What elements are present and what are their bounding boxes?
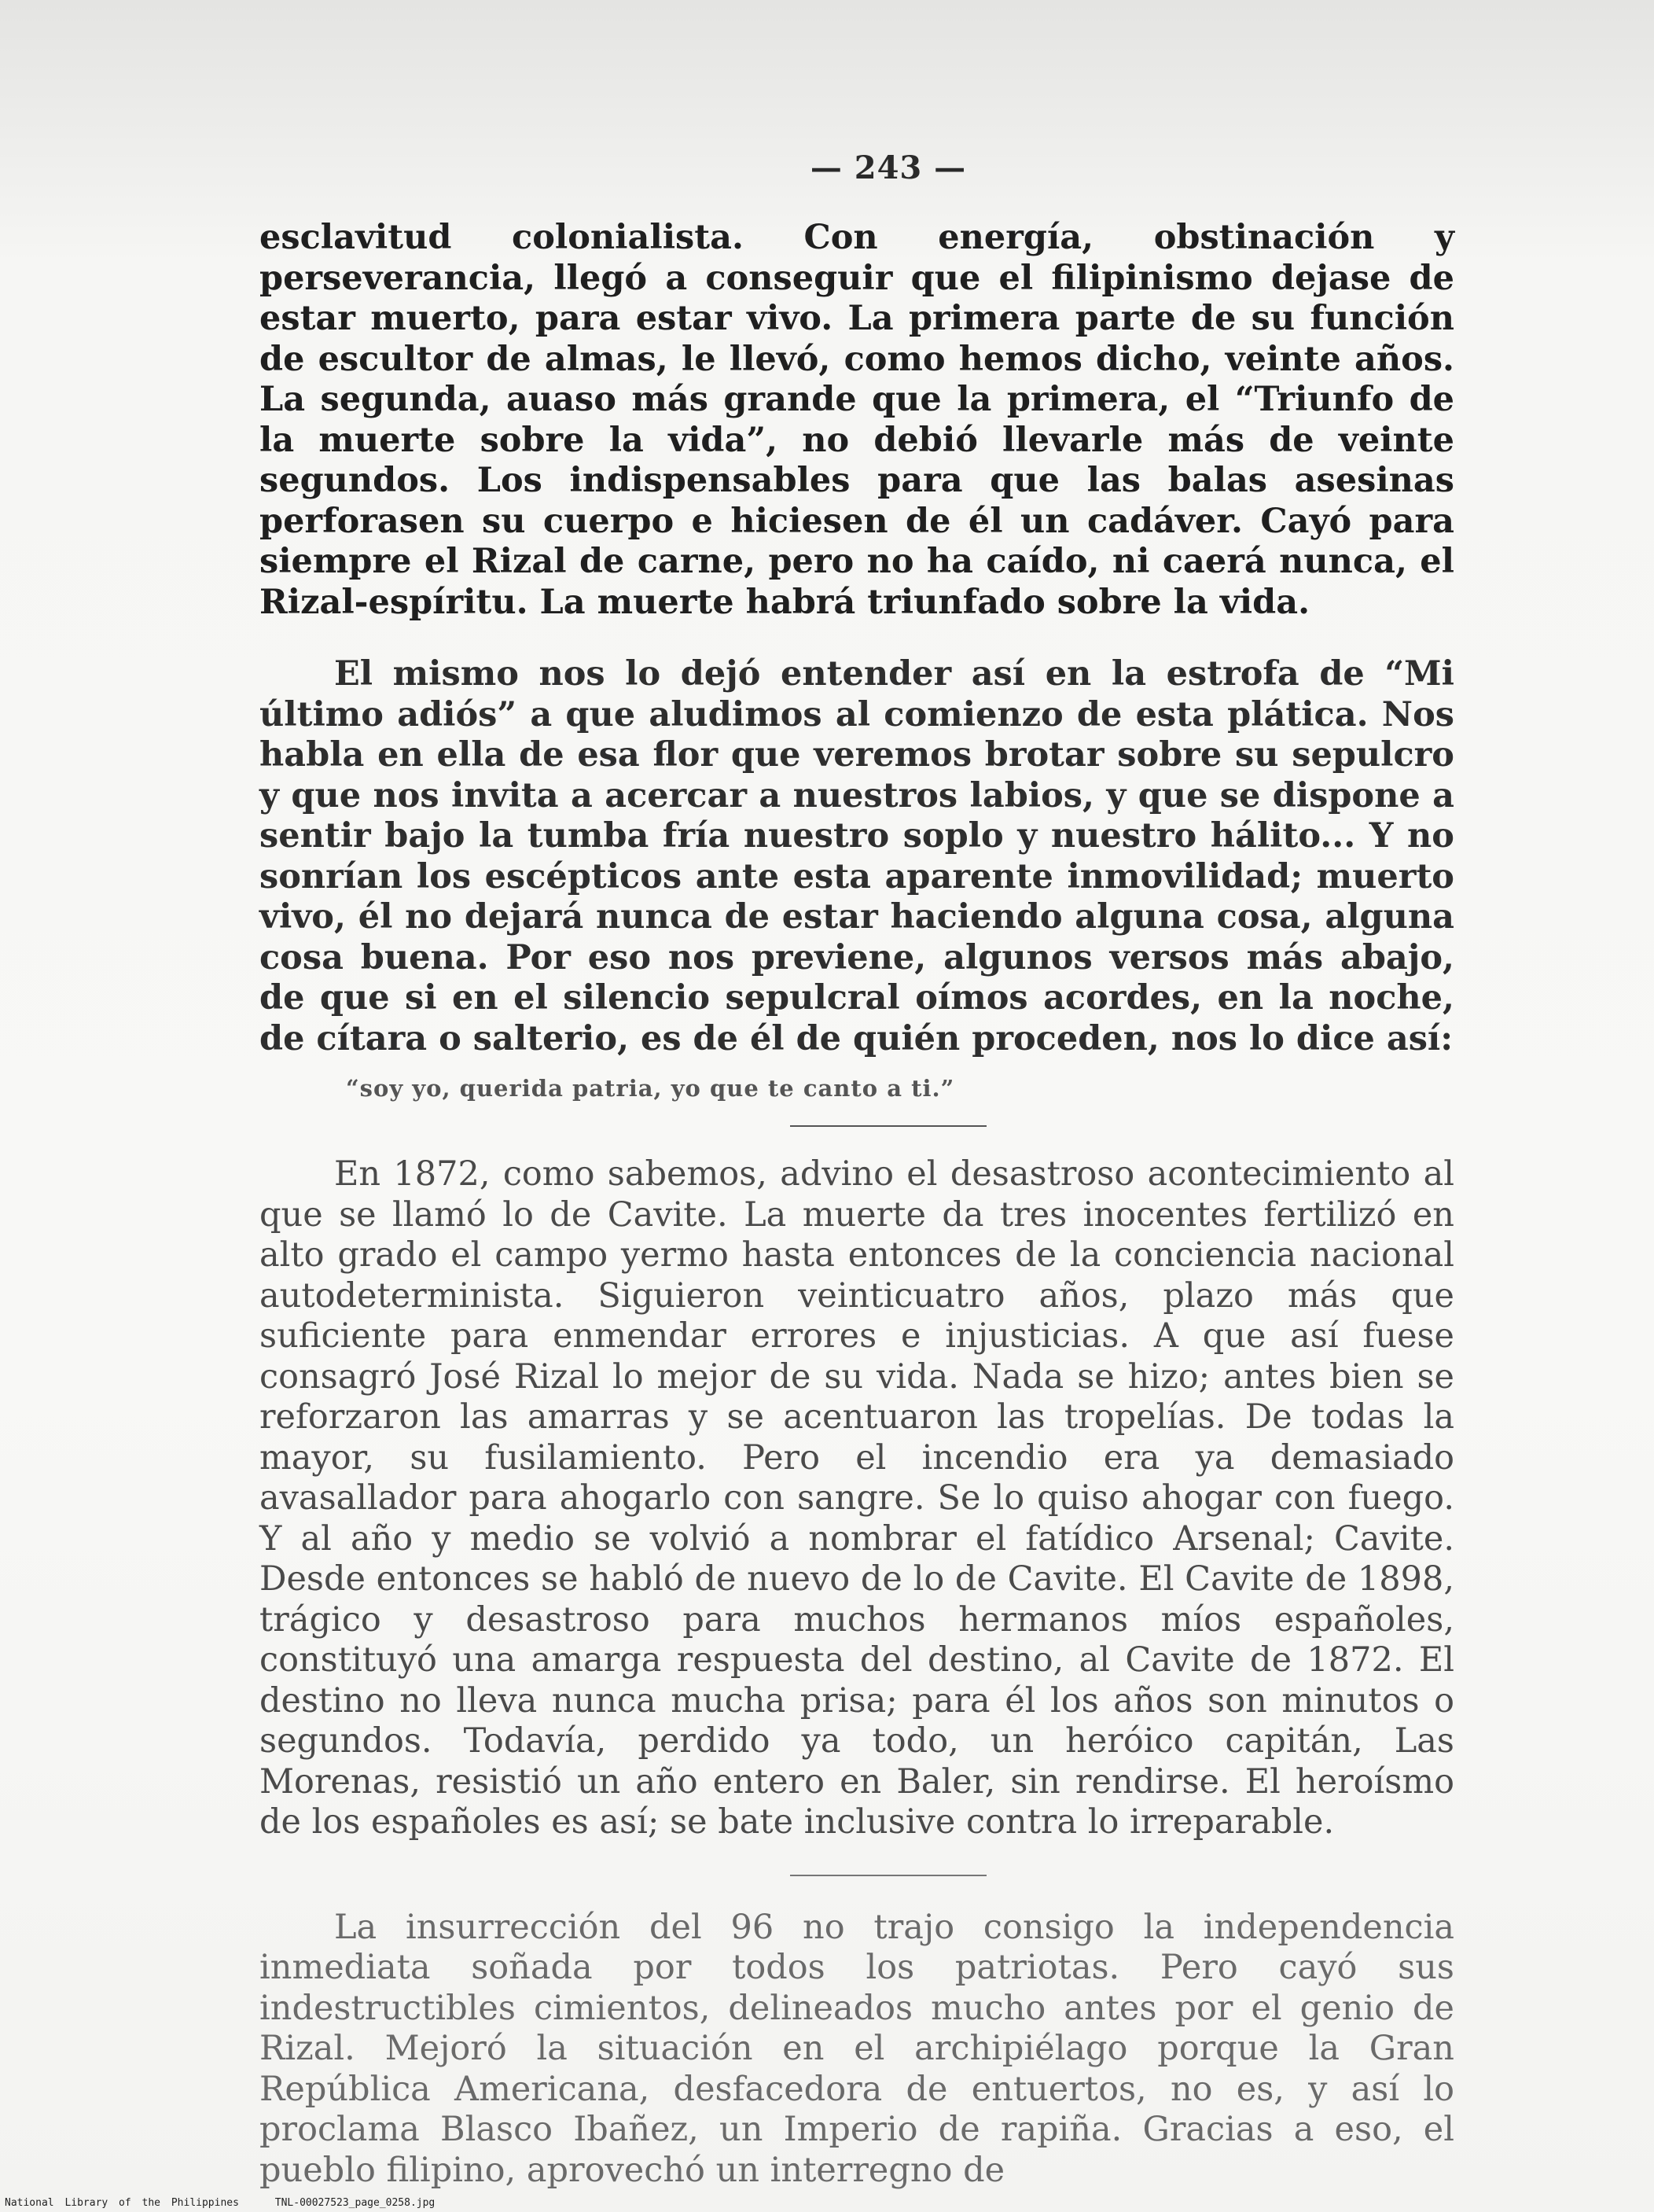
verse-quote: “soy yo, querida patria, yo que te canto a ti.” (346, 1075, 955, 1102)
footer-library: National Library of the Philippines (5, 2197, 239, 2209)
footer-filename: TNL-00027523_page_0258.jpg (274, 2197, 436, 2209)
paragraph-2: El mismo nos lo dejó entender así en la estrofa de “Mi último adiós” a que aludimos al comienzo de esta plática. Nos habla en ella de esa flor que veremos brotar sobre su sepulcro y que nos invita a acercar a nuestros labios, y que se dispone a sentir bajo la tumba fría nuestro soplo y nuestro hálito... Y no sonrían los escépticos ante esta aparente inmovilidad; muerto vivo, él no dejará nunca de estar haciendo alguna cosa, alguna cosa buena. Por eso nos previene, algunos versos más abajo, de que si en el silencio sepulcral oímos acordes, en la noche, de cítara o salterio, es de él de quién proceden, nos lo dice así: (259, 654, 1454, 1058)
document-page (259, 149, 1454, 2191)
page-number: — 243 — (810, 149, 967, 186)
paragraph-4: La insurrección del 96 no trajo consigo la independencia inmediata soñada por todos los patriotas. Pero cayó sus indestructibles cimientos, delineados mucho antes por el genio de Rizal. Mejoró la situación en el archipiélago porque la Gran República Americana, desfacedora de entuertos, no es, y así lo proclama Blasco Ibañez, un Imperio de rapiña. Gracias a eso, el pueblo filipino, aprovechó un interregno de (259, 1907, 1454, 2190)
section-divider-2 (790, 1875, 987, 1876)
section-divider (790, 1125, 987, 1127)
paragraph-3: En 1872, como sabemos, advino el desastroso acontecimiento al que se llamó lo de Cavite. La muerte da tres inocentes fertilizó en alto grado el campo yermo hasta entonces de la conciencia nacional autodeterminista. Siguieron veinticuatro años, plazo más que suficiente para enmendar errores e injusticias. A que así fuese consagró José Rizal lo mejor de su vida. Nada se hizo; antes bien se reforzaron las amarras y se acentuaron las tropelías. De todas la mayor, su fusilamiento. Pero el incendio era ya demasiado avasallador para ahogarlo con sangre. Se lo quiso ahogar con fuego. Y al año y medio se volvió a nombrar el fatídico Arsenal; Cavite. Desde entonces se habló de nuevo de lo de Cavite. El Cavite de 1898, trágico y desastroso para muchos hermanos míos españoles, constituyó una amarga respuesta del destino, al Cavite de 1872. El destino no lleva nunca mucha prisa; para él los años son minutos o segundos. Todavía, perdido ya todo, un heróico capitán, Las Morenas, resistió un año entero en Baler, sin rendirse. El heroísmo de los españoles es así; se bate inclusive contra lo irreparable. (259, 1154, 1454, 1842)
scan-footer (5, 2197, 460, 2209)
paragraph-1: esclavitud colonialista. Con energía, obstinación y perseverancia, llegó a conseguir que el filipinismo dejase de estar muerto, para estar vivo. La primera parte de su función de escultor de almas, le llevó, como hemos dicho, veinte años. La segunda, auaso más grande que la primera, el “Triunfo de la muerte sobre la vida”, no debió llevarle más de veinte segundos. Los indispensables para que las balas asesinas perforasen su cuerpo e hiciesen de él un cadáver. Cayó para siempre el Rizal de carne, pero no ha caído, ni caerá nunca, el Rizal-espíritu. La muerte habrá triunfado sobre la vida. (259, 218, 1454, 622)
